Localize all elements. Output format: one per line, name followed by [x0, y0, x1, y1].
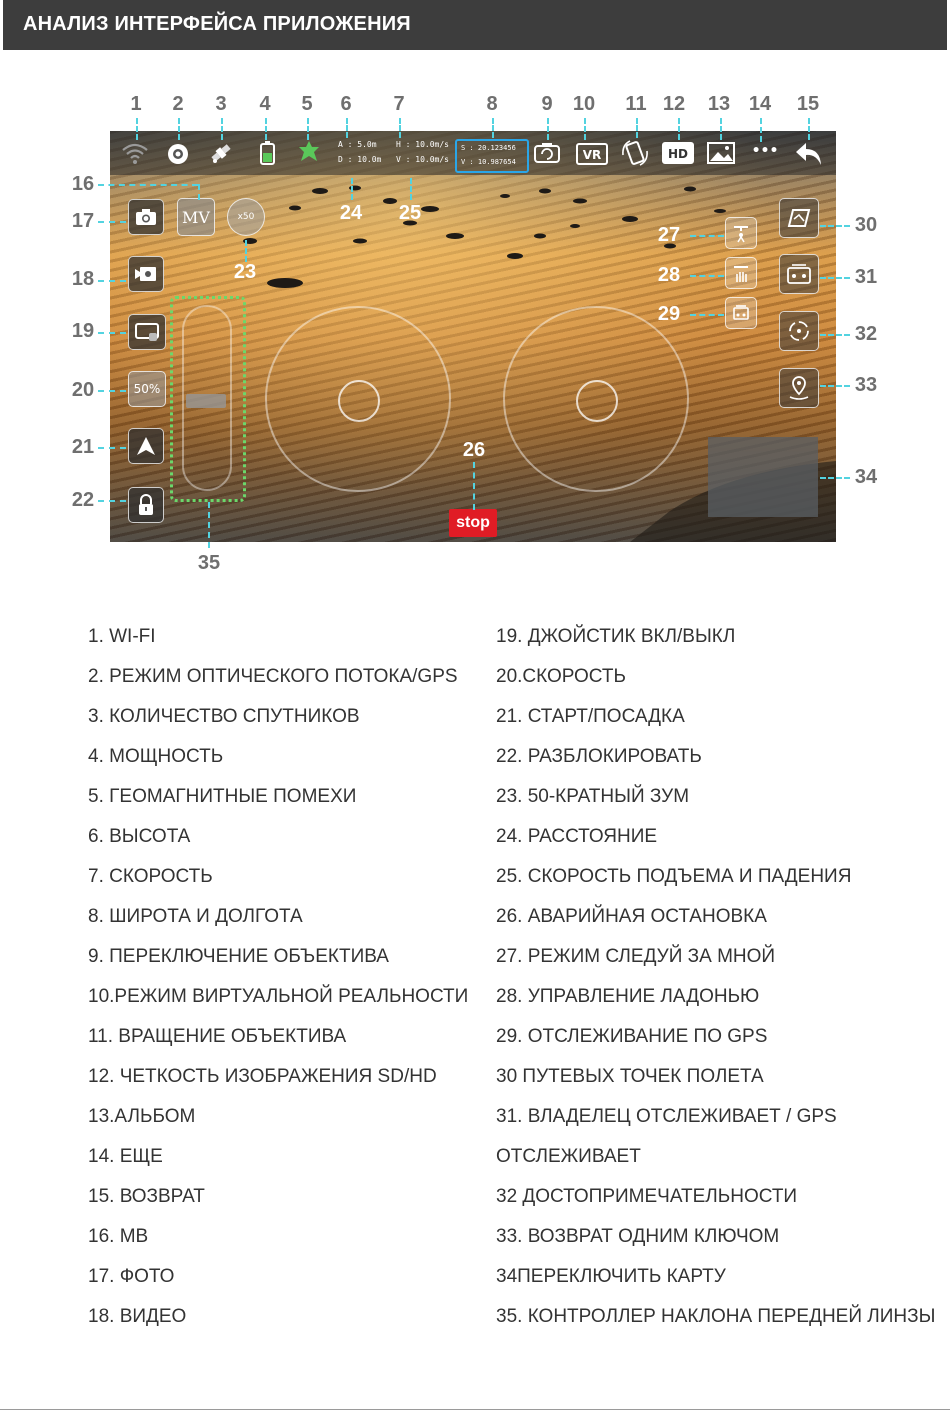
callout-8: 8 — [486, 93, 498, 115]
longitude-readout: V : 10.987654 — [461, 158, 516, 166]
remote-controller-icon — [786, 263, 812, 285]
waypoints-icon — [787, 207, 811, 229]
camera-icon — [135, 208, 157, 226]
gps-follow-icon — [731, 303, 751, 323]
vertical-speed-readout: V : 10.0m/s — [396, 155, 449, 164]
leader-line-25 — [410, 178, 412, 200]
legend-item: 6. ВЫСОТА — [88, 826, 191, 847]
legend-item: 1. WI-FI — [88, 626, 156, 647]
waypoints-button[interactable] — [779, 198, 819, 238]
callout-34: 34 — [854, 466, 878, 488]
leader-line-16b — [198, 184, 200, 200]
leader-line-34 — [820, 477, 850, 479]
footer-divider — [0, 1409, 950, 1410]
legend-item: 33. ВОЗВРАТ ОДНИМ КЛЮЧОМ — [496, 1226, 780, 1247]
distance-readout: D : 10.0m — [338, 155, 382, 164]
video-button[interactable] — [128, 256, 164, 292]
callout-20: 20 — [71, 379, 95, 401]
photo-button[interactable] — [128, 199, 164, 235]
legend-item: 2. РЕЖИМ ОПТИЧЕСКОГО ПОТОКА/GPS — [88, 666, 458, 687]
legend-item: 15. ВОЗВРАТ — [88, 1186, 205, 1207]
legend-item: 31. ВЛАДЕЛЕЦ ОТСЛЕЖИВАЕТ / GPS — [496, 1106, 837, 1127]
callout-23: 23 — [233, 261, 257, 283]
legend-item: 14. ЕЩЕ — [88, 1146, 163, 1167]
satellite-icon — [207, 139, 235, 167]
latitude-readout: S : 20.123456 — [461, 144, 516, 152]
lock-icon — [137, 494, 155, 516]
leader-line-16 — [98, 184, 198, 186]
gps-follow-button[interactable] — [725, 297, 757, 329]
one-key-return-button[interactable] — [779, 368, 819, 408]
legend-item: 32 ДОСТОПРИМЕЧАТЕЛЬНОСТИ — [496, 1186, 798, 1207]
callout-10: 10 — [572, 93, 596, 115]
palm-control-button[interactable] — [725, 257, 757, 289]
legend-item: 19. ДЖОЙСТИК ВКЛ/ВЫКЛ — [496, 626, 736, 647]
callout-18: 18 — [71, 268, 95, 290]
legend-item: 13.АЛЬБОМ — [88, 1106, 196, 1127]
leader-line-26 — [473, 462, 475, 510]
legend-item: 27. РЕЖИМ СЛЕДУЙ ЗА МНОЙ — [496, 946, 776, 967]
callout-14: 14 — [748, 93, 772, 115]
callout-21: 21 — [71, 436, 95, 458]
leader-line-14 — [760, 118, 762, 142]
joystick-toggle-button[interactable] — [128, 314, 166, 350]
lens-switch-icon[interactable] — [532, 141, 562, 165]
leader-line-27 — [690, 235, 724, 237]
page-header — [3, 0, 947, 50]
point-of-interest-button[interactable] — [779, 311, 819, 351]
unlock-button[interactable] — [128, 487, 164, 523]
geomagnetic-icon — [297, 139, 321, 165]
legend-item: 18. ВИДЕО — [88, 1306, 187, 1327]
leader-line-11 — [636, 118, 638, 138]
leader-line-19 — [98, 332, 126, 334]
palm-icon — [731, 263, 751, 283]
leader-line-20 — [98, 390, 126, 392]
callout-7: 7 — [393, 93, 405, 115]
legend-item: 30 ПУТЕВЫХ ТОЧЕК ПОЛЕТА — [496, 1066, 764, 1087]
speed-button[interactable]: 50% — [128, 371, 166, 407]
leader-line-22 — [98, 500, 126, 502]
legend-item: 7. СКОРОСТЬ — [88, 866, 213, 887]
legend-left-column — [88, 617, 468, 1337]
legend-item: 34ПЕРЕКЛЮЧИТЬ КАРТУ — [496, 1266, 726, 1287]
leader-line-23 — [245, 240, 247, 262]
legend-item: 17. ФОТО — [88, 1266, 175, 1287]
callout-3: 3 — [215, 93, 227, 115]
lens-tilt-controller[interactable] — [170, 296, 246, 502]
callout-33: 33 — [854, 374, 878, 396]
callout-11: 11 — [625, 93, 647, 115]
tilt-handle[interactable] — [186, 394, 226, 408]
leader-line-12 — [678, 118, 680, 140]
legend-item: 25. СКОРОСТЬ ПОДЪЕМА И ПАДЕНИЯ — [496, 866, 852, 887]
legend-item: 20.СКОРОСТЬ — [496, 666, 626, 687]
callout-32: 32 — [854, 323, 878, 345]
callout-1: 1 — [130, 93, 142, 115]
legend-item: 28. УПРАВЛЕНИЕ ЛАДОНЬЮ — [496, 986, 760, 1007]
legend-item: 9. ПЕРЕКЛЮЧЕНИЕ ОБЪЕКТИВА — [88, 946, 389, 967]
leader-line-32 — [820, 334, 850, 336]
callout-17: 17 — [71, 210, 95, 232]
callout-15: 15 — [796, 93, 820, 115]
callout-22: 22 — [71, 489, 95, 511]
gps-coordinates-box — [455, 139, 529, 173]
leader-line-17 — [98, 221, 126, 223]
callout-30: 30 — [854, 214, 878, 236]
leader-line-13 — [720, 118, 722, 140]
orbit-icon — [786, 318, 812, 344]
callout-19: 19 — [71, 320, 95, 342]
leader-line-21 — [98, 447, 126, 449]
owner-gps-tracking-button[interactable] — [779, 254, 819, 294]
callout-4: 4 — [259, 93, 271, 115]
leader-line-10 — [584, 118, 586, 140]
back-icon[interactable] — [794, 139, 824, 167]
leader-line-28 — [690, 275, 724, 277]
lens-rotation-icon[interactable] — [620, 137, 650, 169]
legend-right-column — [496, 617, 935, 1337]
legend-item: 24. РАССТОЯНИЕ — [496, 826, 658, 847]
video-camera-icon — [135, 266, 157, 282]
legend-item: 12. ЧЕТКОСТЬ ИЗОБРАЖЕНИЯ SD/HD — [88, 1066, 437, 1087]
follow-me-button[interactable] — [725, 217, 757, 249]
vr-mode-button[interactable]: VR — [576, 143, 608, 165]
callout-35: 35 — [197, 552, 221, 574]
callout-26: 26 — [462, 439, 486, 461]
leader-line-4 — [265, 118, 267, 140]
callout-9: 9 — [541, 93, 553, 115]
map-switch-box[interactable] — [708, 437, 818, 517]
callout-5: 5 — [301, 93, 313, 115]
horizontal-speed-readout: H : 10.0m/s — [396, 140, 449, 149]
emergency-stop-button[interactable]: stop — [449, 509, 497, 537]
legend-item: ОТСЛЕЖИВАЕТ — [496, 1146, 641, 1167]
leader-line-24 — [351, 178, 353, 200]
legend-item: 5. ГЕОМАГНИТНЫЕ ПОМЕХИ — [88, 786, 357, 807]
legend-item: 22. РАЗБЛОКИРОВАТЬ — [496, 746, 702, 767]
leader-line-1 — [136, 118, 138, 140]
follow-me-icon — [731, 223, 751, 243]
leader-line-9 — [547, 118, 549, 140]
legend-item: 4. МОЩНОСТЬ — [88, 746, 224, 767]
mv-button[interactable]: MV — [177, 198, 215, 236]
page-title: АНАЛИЗ ИНТЕРФЕЙСА ПРИЛОЖЕНИЯ — [23, 13, 411, 35]
hd-quality-button[interactable]: HD — [662, 142, 694, 164]
legend-item: 10.РЕЖИМ ВИРТУАЛЬНОЙ РЕАЛЬНОСТИ — [88, 986, 469, 1007]
legend-item: 29. ОТСЛЕЖИВАНИЕ ПО GPS — [496, 1026, 768, 1047]
leader-line-30 — [820, 225, 850, 227]
callout-25: 25 — [398, 202, 422, 224]
zoom-x50-button[interactable] — [227, 198, 265, 236]
legend-item: 23. 50-КРАТНЫЙ ЗУМ — [496, 786, 690, 807]
callout-12: 12 — [662, 93, 686, 115]
joystick-toggle-icon — [134, 321, 160, 343]
legend-item: 3. КОЛИЧЕСТВО СПУТНИКОВ — [88, 706, 360, 727]
leader-line-29 — [690, 314, 724, 316]
leader-line-33 — [820, 385, 850, 387]
callout-31: 31 — [854, 266, 878, 288]
leader-line-8 — [492, 118, 494, 138]
telemetry-altitude-distance — [338, 137, 381, 167]
wifi-icon — [120, 141, 150, 165]
right-joystick-knob[interactable] — [576, 380, 618, 422]
callout-16: 16 — [71, 173, 95, 195]
callout-2: 2 — [172, 93, 184, 115]
legend-item: 8. ШИРОТА И ДОЛГОТА — [88, 906, 303, 927]
leader-line-7 — [399, 118, 401, 138]
altitude-readout: A : 5.0m — [338, 140, 377, 149]
callout-6: 6 — [340, 93, 352, 115]
leader-line-6 — [346, 118, 348, 138]
callout-27: 27 — [657, 224, 681, 246]
callout-24: 24 — [339, 202, 363, 224]
legend-item: 11. ВРАЩЕНИЕ ОБЪЕКТИВА — [88, 1026, 347, 1047]
legend-item: 21. СТАРТ/ПОСАДКА — [496, 706, 685, 727]
callout-13: 13 — [707, 93, 731, 115]
telemetry-speed — [396, 137, 449, 167]
battery-icon — [256, 139, 280, 167]
leader-line-18 — [98, 280, 126, 282]
optical-flow-gps-icon[interactable] — [166, 142, 190, 166]
legend-item: 16. МВ — [88, 1226, 149, 1247]
callout-28: 28 — [657, 264, 681, 286]
leader-line-31 — [820, 277, 850, 279]
left-joystick-knob[interactable] — [338, 380, 380, 422]
takeoff-arrow-icon — [135, 435, 157, 457]
takeoff-landing-button[interactable] — [128, 428, 164, 464]
return-home-icon — [787, 375, 811, 401]
more-button[interactable]: ••• — [751, 143, 779, 159]
legend-item: 26. АВАРИЙНАЯ ОСТАНОВКА — [496, 906, 767, 927]
album-icon[interactable] — [706, 140, 736, 166]
legend-item: 35. КОНТРОЛЛЕР НАКЛОНА ПЕРЕДНЕЙ ЛИНЗЫ — [496, 1306, 936, 1327]
leader-line-3 — [221, 118, 223, 140]
zoom-label: x50 — [237, 212, 255, 222]
leader-line-2 — [178, 118, 180, 140]
leader-line-5 — [307, 118, 309, 140]
leader-line-15 — [808, 118, 810, 140]
callout-29: 29 — [657, 303, 681, 325]
leader-line-35 — [208, 502, 210, 548]
